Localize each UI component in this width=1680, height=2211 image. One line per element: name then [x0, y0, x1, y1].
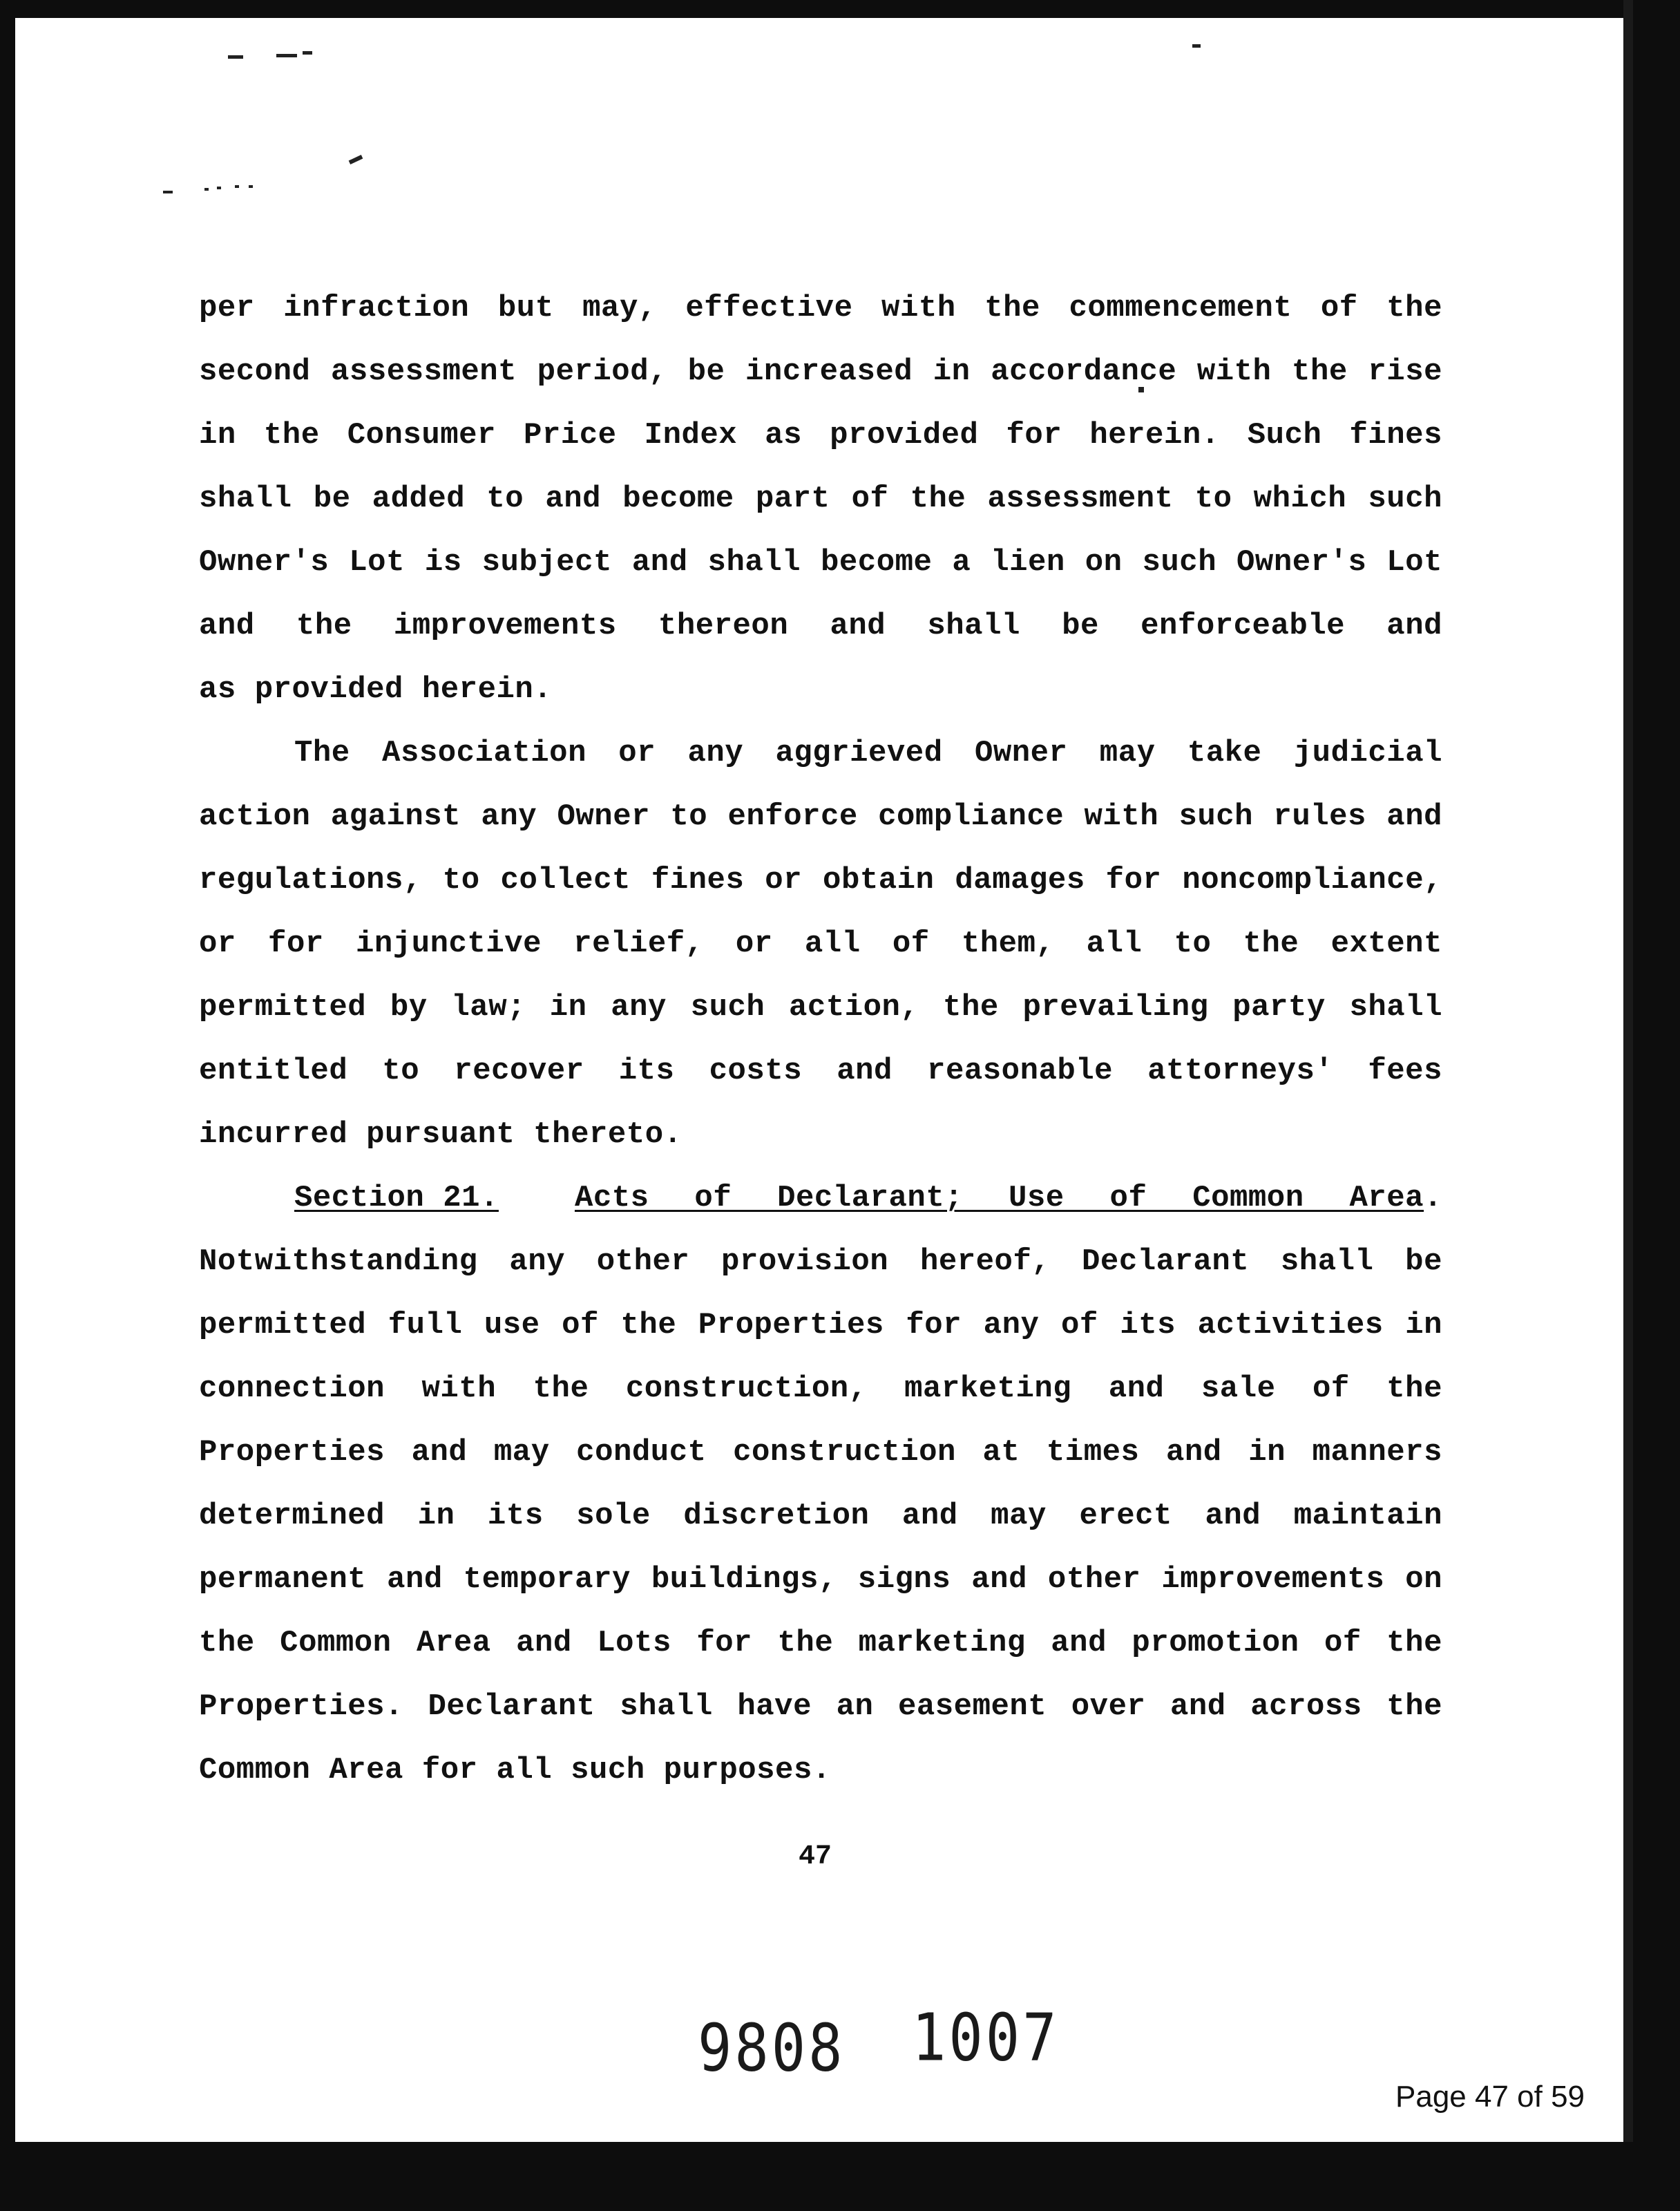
section-title: Acts of Declarant; Use of Common Area	[574, 1181, 1424, 1215]
scan-border-bottom	[0, 2142, 1680, 2211]
section-heading	[199, 1166, 1442, 1230]
text-line: second assessment period, be increased in accordance with the rise	[199, 354, 1442, 389]
text-line: permitted by law; in any such action, the prevailing party shall	[199, 990, 1442, 1025]
paragraph-judicial-action	[199, 721, 1442, 1166]
page-counter: Page 47 of 59	[1395, 2080, 1585, 2114]
recording-stamp-book: 9808	[698, 2011, 846, 2087]
text-line: or for injunctive relief, or all of them, all to the extent	[199, 927, 1442, 961]
scan-speck	[204, 188, 209, 191]
text-line: and the improvements thereon and shall be enforceable and	[199, 609, 1442, 643]
scan-speck	[349, 155, 363, 164]
scan-speck	[217, 187, 221, 189]
section-title-period: .	[1424, 1181, 1442, 1215]
text-line: Properties. Declarant shall have an easement over and across the	[199, 1689, 1442, 1724]
text-line: in the Consumer Price Index as provided for herein. Such fines	[199, 418, 1442, 453]
scan-speck	[235, 185, 239, 188]
page-number: 47	[798, 1841, 832, 1872]
section-number: Section 21.	[294, 1181, 499, 1215]
text-line: regulations, to collect fines or obtain damages for noncompliance,	[199, 863, 1442, 898]
scan-border-right-inner	[1623, 0, 1633, 2149]
scan-border-top	[0, 0, 1680, 18]
scan-border-right	[1633, 0, 1680, 2211]
text-line: shall be added to and become part of the assessment to which such	[199, 482, 1442, 516]
document-body	[199, 276, 1442, 1802]
text-line: The Association or any aggrieved Owner may take judicial	[294, 736, 1442, 770]
text-line: Notwithstanding any other provision hereof, Declarant shall be	[199, 1244, 1442, 1279]
scan-speck	[276, 54, 297, 57]
paragraph-fines	[199, 276, 1442, 721]
scan-speck	[249, 185, 253, 188]
text-line: action against any Owner to enforce compliance with such rules and	[199, 799, 1442, 834]
text-line: as provided herein.	[199, 672, 553, 707]
text-line: Common Area for all such purposes.	[199, 1753, 831, 1787]
section-21	[199, 1166, 1442, 1802]
scan-speck	[303, 51, 312, 55]
text-line: per infraction but may, effective with the commencement of the	[199, 291, 1442, 325]
recording-stamp-page: 1007	[912, 2000, 1060, 2076]
text-line: permitted full use of the Properties for any of its activities in	[199, 1308, 1442, 1342]
scan-speck	[163, 191, 173, 193]
text-line: incurred pursuant thereto.	[199, 1117, 682, 1152]
scan-speck	[1192, 44, 1201, 48]
text-line: entitled to recover its costs and reasonable attorneys' fees	[199, 1054, 1442, 1088]
scan-border-left	[0, 0, 15, 2211]
text-line: the Common Area and Lots for the marketing and promotion of the	[199, 1626, 1442, 1660]
text-line: Properties and may conduct construction at times and in manners	[199, 1435, 1442, 1470]
text-line: connection with the construction, marketing and sale of the	[199, 1372, 1442, 1406]
text-line: permanent and temporary buildings, signs and other improvements on	[199, 1562, 1442, 1597]
text-line: determined in its sole discretion and may erect and maintain	[199, 1499, 1442, 1533]
text-line: Owner's Lot is subject and shall become a lien on such Owner's Lot	[199, 545, 1442, 580]
scan-speck	[228, 55, 243, 59]
